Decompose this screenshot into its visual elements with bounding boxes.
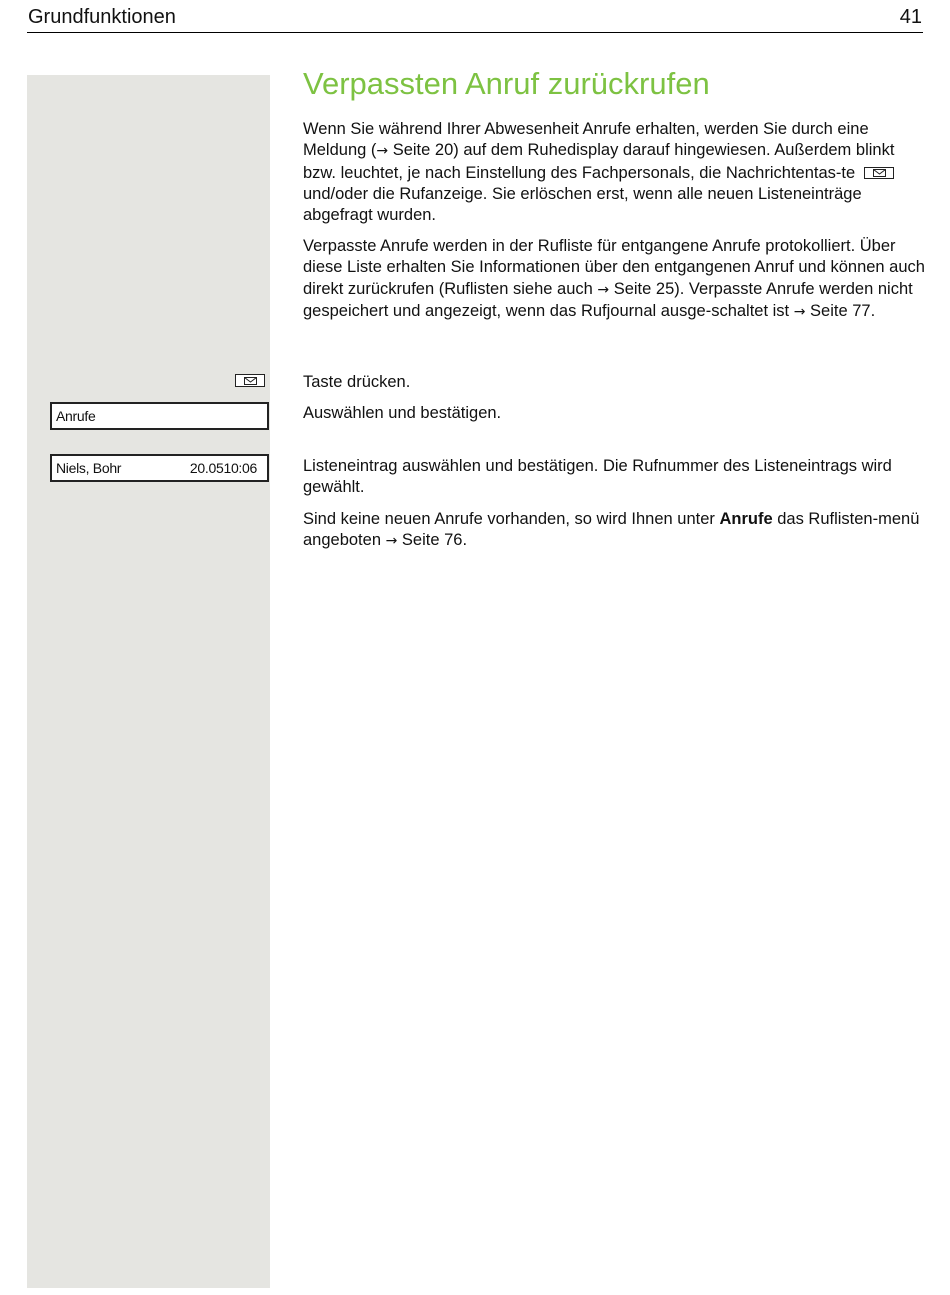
step-select-confirm: Auswählen und bestätigen. (303, 404, 502, 422)
envelope-icon (244, 377, 257, 385)
note-paragraph (303, 509, 925, 553)
arrow-icon: → (597, 281, 610, 298)
step-press-key: Taste drücken. (303, 373, 411, 391)
arrow-icon: → (376, 143, 389, 160)
display-anrufe (50, 402, 269, 430)
running-header-section: Grundfunktionen (28, 6, 176, 28)
note-text: Sind keine neuen Anrufe vorhanden, so wird Ihnen unter (303, 510, 720, 528)
page-number: 41 (899, 6, 922, 28)
note-text: Seite 76. (397, 531, 468, 550)
intro-text: und/oder die Rufanzeige. Sie erlöschen erst, wenn alle neuen Listeneinträge abgefragt wurden. (303, 184, 862, 225)
note-text: das Ruflisten-menü angeboten (303, 510, 920, 550)
display-entry-name: Niels, Bohr (56, 460, 122, 476)
sidebar-panel (27, 75, 270, 1288)
intro-text: Seite 20) auf dem Ruhedisplay darauf hingewiesen. Außerdem blinkt bzw. leuchtet, je nach Einstellung des Fachpersonals, die Nachrichtentas-te (303, 141, 895, 182)
intro-paragraph-2 (303, 236, 925, 323)
intro-text: Verpasste Anrufe werden in der Rufliste für entgangene Anrufe protokolliert. Über diese Liste erhalten Sie Informationen über den entgangenen Anruf und können auch direkt zurückrufen (Ruflisten siehe auch (303, 237, 925, 298)
message-key-icon (864, 167, 894, 179)
arrow-icon: → (385, 533, 398, 550)
page-title: Verpassten Anruf zurückrufen (303, 66, 710, 101)
display-list-entry (50, 454, 269, 482)
intro-text: Seite 25). Verpasste Anrufe werden nicht gespeichert und angezeigt, wenn das Rufjournal ausge-schaltet ist (303, 279, 913, 320)
intro-paragraph-1 (303, 119, 925, 226)
message-key-icon (235, 374, 265, 387)
header-divider (27, 32, 923, 33)
display-entry-time: 20.0510:06 (189, 460, 257, 476)
step-select-entry: Listeneintrag auswählen und bestätigen. Die Rufnummer des Listeneintrags wird gewählt. (303, 457, 892, 497)
display-anrufe-label: Anrufe (56, 408, 96, 424)
intro-text: Seite 77. (805, 301, 876, 320)
arrow-icon: → (793, 303, 806, 320)
note-bold-term: Anrufe (719, 510, 773, 528)
intro-text: Wenn Sie während Ihrer Abwesenheit Anrufe erhalten, werden Sie durch eine Meldung ( (303, 120, 869, 160)
envelope-icon (873, 169, 886, 177)
